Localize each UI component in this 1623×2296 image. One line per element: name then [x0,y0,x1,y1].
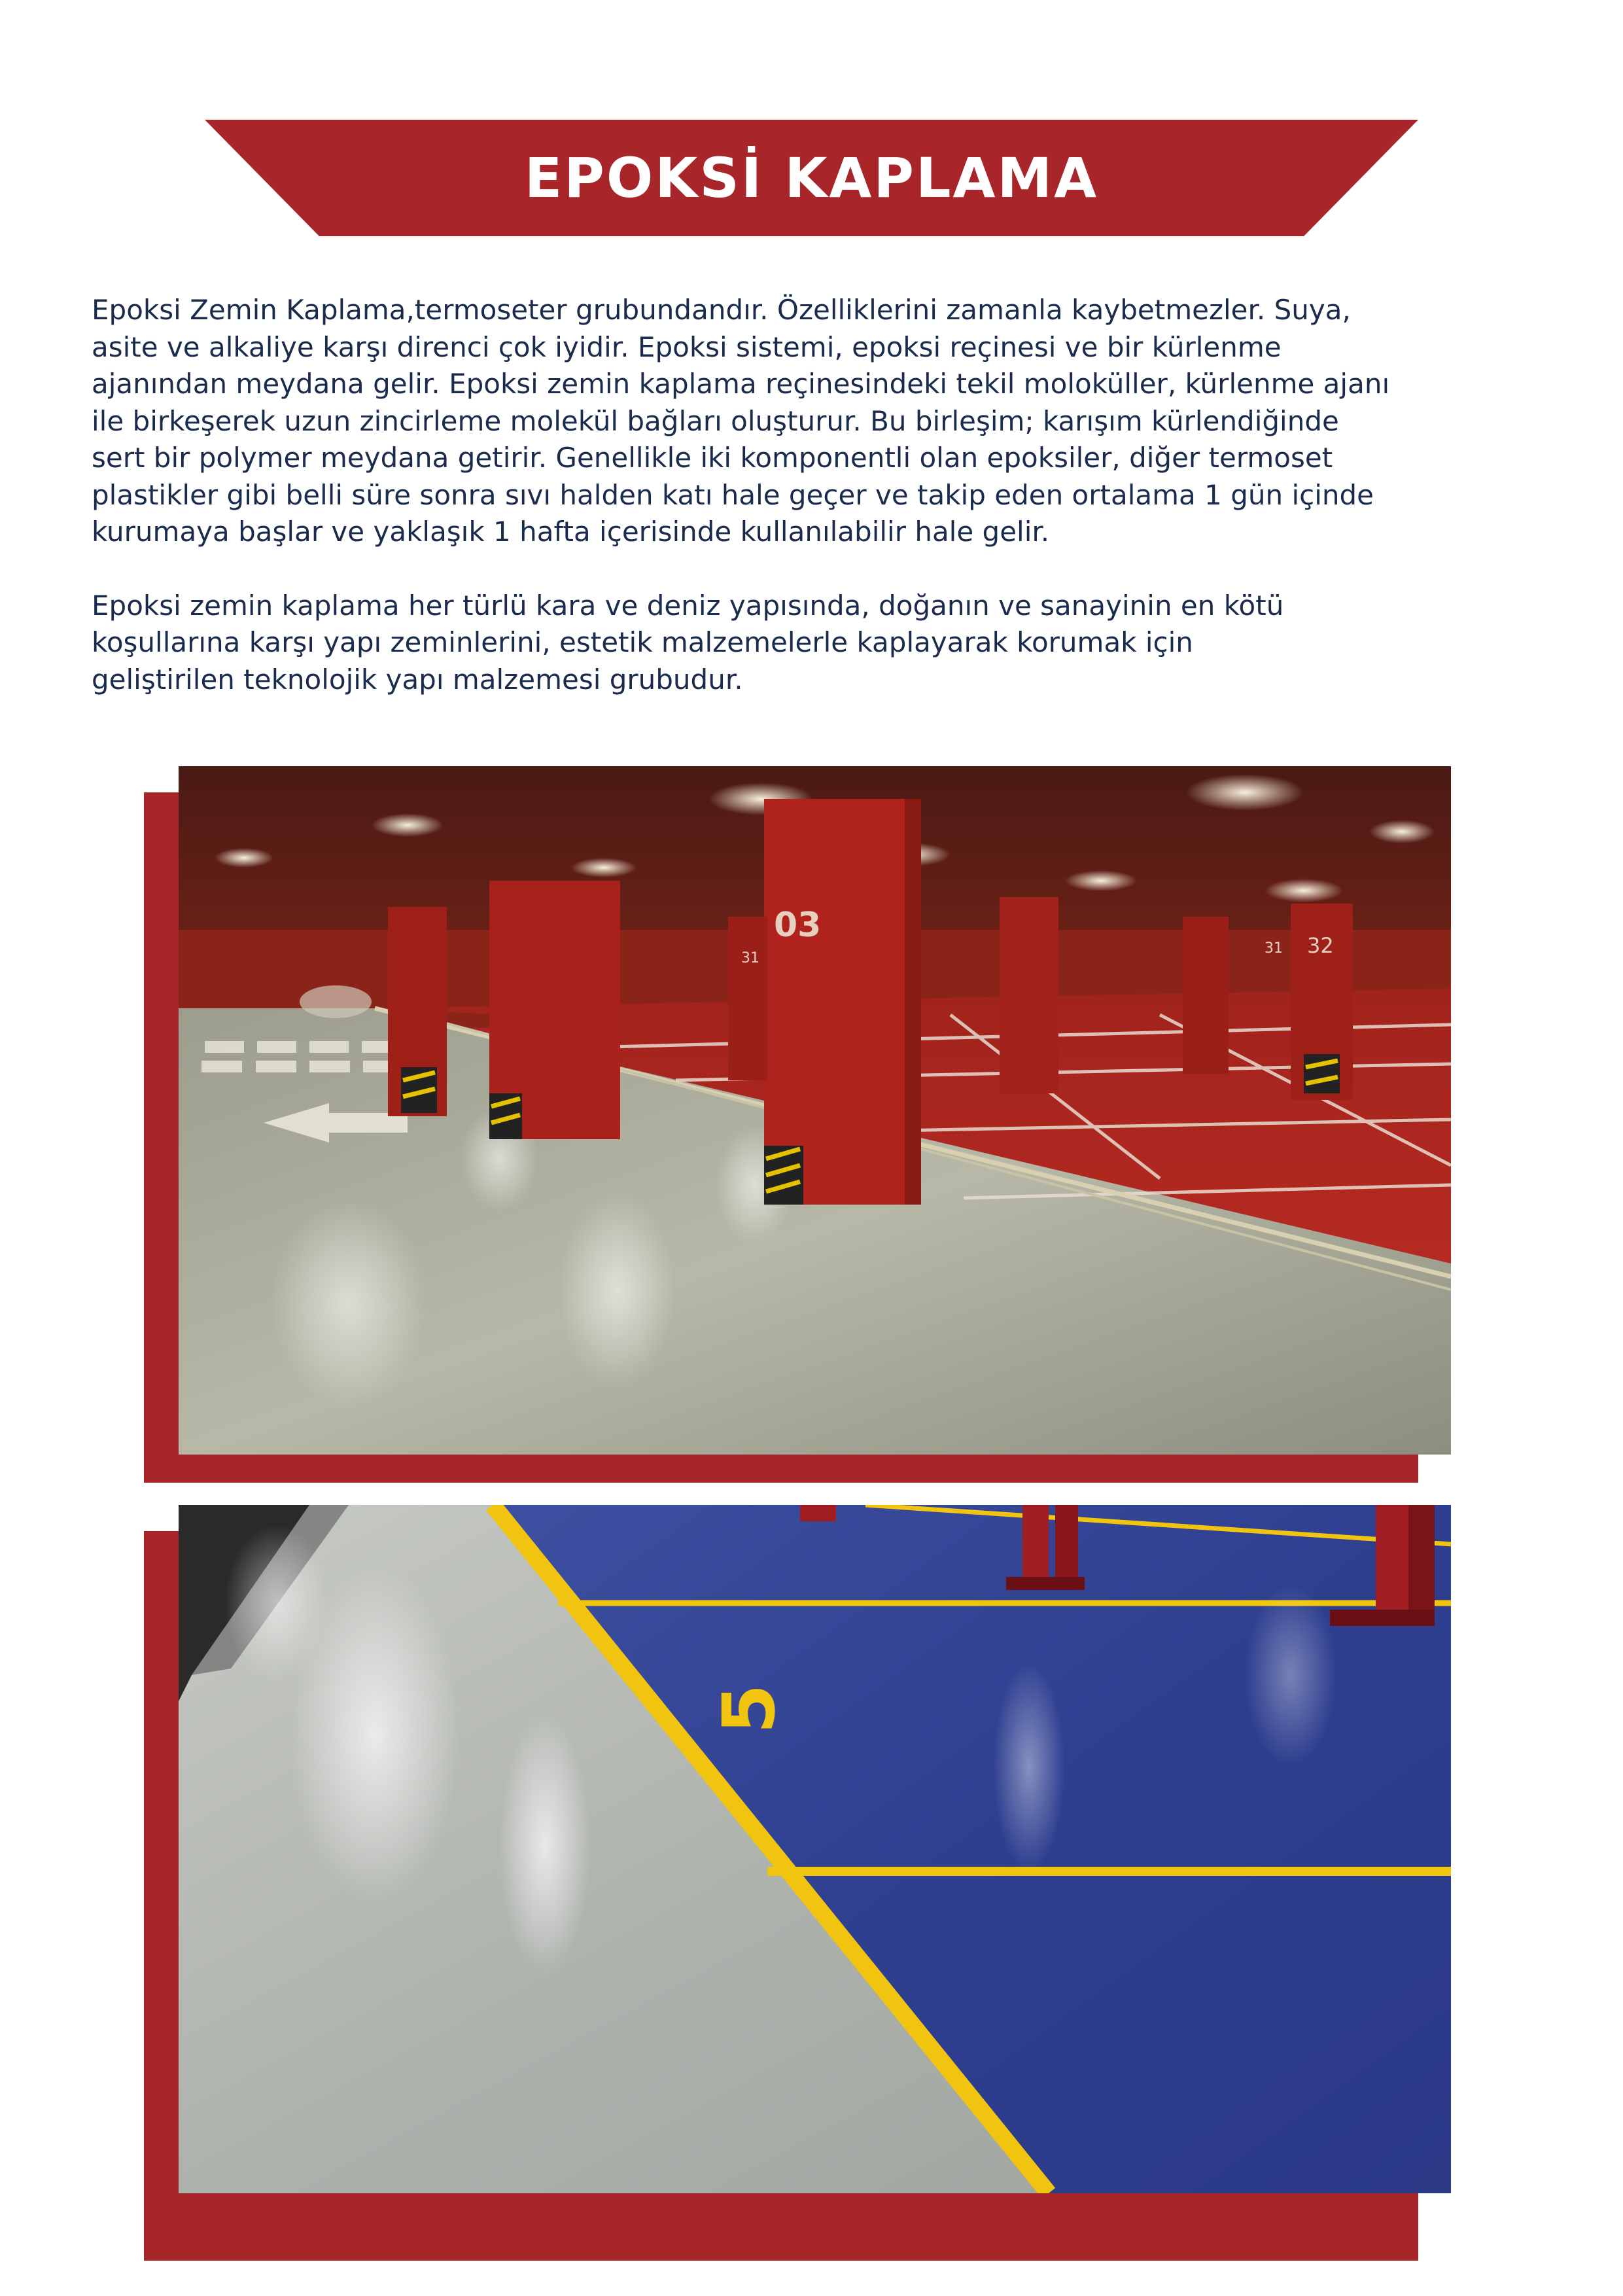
paragraph-2-line: Epoksi zemin kaplama her türlü kara ve deniz yapısında, doğanın ve sanayinin en kötü [92,589,1284,622]
column-number: 31 [741,950,759,966]
bay-number: 5 [707,1684,791,1734]
paragraph-1-line: Epoksi Zemin Kaplama,termoseter grubundandır. Özelliklerini zamanla kaybetmezler. Suya, [92,294,1351,326]
paragraph-1-line: plastikler gibi belli süre sonra sıvı halden katı hale geçer ve takip eden ortalama 1 gün içinde [92,478,1374,511]
paragraph-1-line: asite ve alkaliye karşı direnci çok iyidir. Epoksi sistemi, epoksi reçinesi ve bir kürlenme [92,330,1282,363]
workshop-floor-photo [179,1505,1451,2193]
column-number: 32 [1307,933,1334,958]
paragraph-2 [92,588,1550,699]
paragraph-2-line: geliştirilen teknolojik yapı malzemesi grubudur. [92,663,743,696]
paragraph-2-line: koşullarına karşı yapı zeminlerini, estetik malzemelerle kaplayarak korumak için [92,626,1193,658]
body-text [92,292,1550,698]
paragraph-1-line: ajanından meydana gelir. Epoksi zemin kaplama reçinesindeki tekil moloküller, kürlenme ajanı [92,368,1390,400]
paragraph-1-line: ile birkeşerek uzun zincirleme molekül bağları oluşturur. Bu birleşim; karışım kürlendiğinde [92,404,1339,437]
column-number: 31 [1265,940,1283,957]
paragraph-1-line: kurumaya başlar ve yaklaşık 1 hafta içerisinde kullanılabilir hale gelir. [92,516,1050,548]
paragraph-1-line: sert bir polymer meydana getirir. Genellikle iki komponentli olan epoksiler, diğer termoset [92,442,1333,474]
page-title: EPOKSİ KAPLAMA [524,146,1099,210]
paragraph-1 [92,292,1550,551]
column-number: 03 [774,906,822,945]
title-banner [205,120,1418,236]
parking-garage-photo [179,766,1451,1455]
